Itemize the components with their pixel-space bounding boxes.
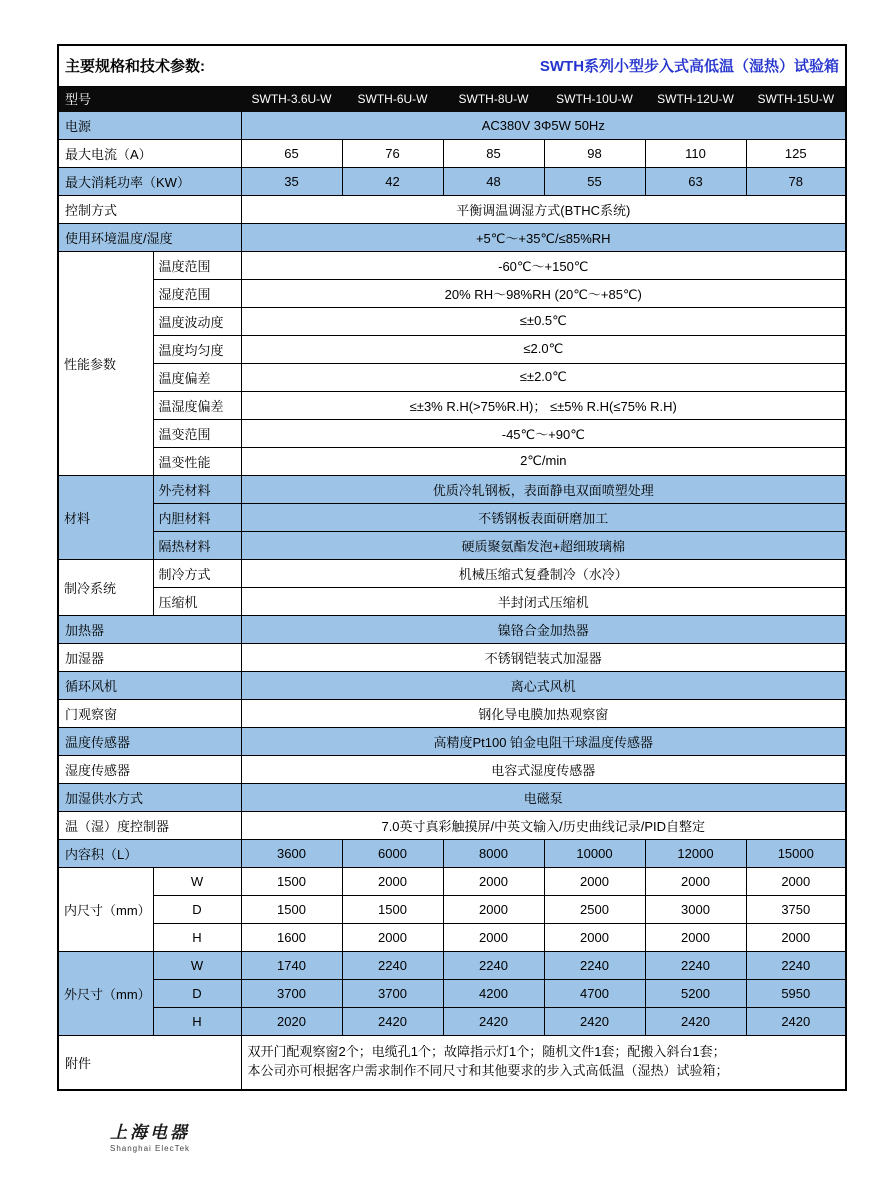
- cell-value: 63: [645, 167, 746, 195]
- spec-row-perf-4: [58, 363, 846, 391]
- sub-label: 温度均匀度: [153, 335, 241, 363]
- row-value: 不锈钢板表面研磨加工: [241, 503, 846, 531]
- sub-label: D: [153, 979, 241, 1007]
- sub-label: 温变性能: [153, 447, 241, 475]
- spec-row-perf-0: [58, 251, 846, 279]
- spec-row-outer-w: [58, 951, 846, 979]
- row-value: 机械压缩式复叠制冷（水冷）: [241, 559, 846, 587]
- sub-label: 温度波动度: [153, 307, 241, 335]
- row-value: 硬质聚氨酯发泡+超细玻璃棉: [241, 531, 846, 559]
- company-logo-en: Shanghai ElecTek: [110, 1144, 191, 1153]
- model-name: SWTH-6U-W: [342, 86, 443, 111]
- cell-value: 5200: [645, 979, 746, 1007]
- sub-label: 压缩机: [153, 587, 241, 615]
- cell-value: 2500: [544, 895, 645, 923]
- sub-label: H: [153, 1007, 241, 1035]
- cell-value: 78: [746, 167, 846, 195]
- model-row: [58, 86, 846, 111]
- spec-row-inner-h: [58, 923, 846, 951]
- cell-value: 2240: [544, 951, 645, 979]
- cell-value: 2420: [443, 1007, 544, 1035]
- row-value: [241, 1035, 846, 1090]
- sub-label: W: [153, 867, 241, 895]
- spec-row-window: [58, 699, 846, 727]
- row-value: 镍铬合金加热器: [241, 615, 846, 643]
- cell-value: 2000: [746, 867, 846, 895]
- spec-row-inner-d: [58, 895, 846, 923]
- row-label: 门观察窗: [58, 699, 241, 727]
- row-label: 电源: [58, 111, 241, 139]
- model-row-label: 型号: [58, 86, 241, 111]
- row-value: ≤±0.5℃: [241, 307, 846, 335]
- page-title: 主要规格和技术参数:: [65, 58, 205, 76]
- cell-value: 48: [443, 167, 544, 195]
- cell-value: 2000: [342, 923, 443, 951]
- spec-row-outer-d: [58, 979, 846, 1007]
- cell-value: 8000: [443, 839, 544, 867]
- sub-label: 温变范围: [153, 419, 241, 447]
- spec-row-accessories: [58, 1035, 846, 1090]
- spec-row-perf-3: [58, 335, 846, 363]
- cell-value: 4700: [544, 979, 645, 1007]
- cell-value: 2240: [342, 951, 443, 979]
- row-label: 加热器: [58, 615, 241, 643]
- cell-value: 2420: [645, 1007, 746, 1035]
- cell-value: 1500: [342, 895, 443, 923]
- spec-row-perf-2: [58, 307, 846, 335]
- sub-label: H: [153, 923, 241, 951]
- cell-value: 2000: [342, 867, 443, 895]
- cell-value: 3000: [645, 895, 746, 923]
- spec-row-controller: [58, 811, 846, 839]
- spec-row-max-watt: [58, 167, 846, 195]
- row-label: 使用环境温度/湿度: [58, 223, 241, 251]
- spec-row-perf-7: [58, 447, 846, 475]
- cell-value: 12000: [645, 839, 746, 867]
- row-label: 温（湿）度控制器: [58, 811, 241, 839]
- spec-row-inner-w: [58, 867, 846, 895]
- row-value: AC380V 3Φ5W 50Hz: [241, 111, 846, 139]
- row-value: -60℃～+150℃: [241, 251, 846, 279]
- model-name: SWTH-3.6U-W: [241, 86, 342, 111]
- row-value: ≤±2.0℃: [241, 363, 846, 391]
- cell-value: 15000: [746, 839, 846, 867]
- model-name: SWTH-15U-W: [746, 86, 846, 111]
- sub-label: D: [153, 895, 241, 923]
- accessories-line-2: 本公司亦可根据客户需求制作不同尺寸和其他要求的步入式高低温（湿热）试验箱；: [247, 1063, 729, 1079]
- sub-label: 温湿度偏差: [153, 391, 241, 419]
- cell-value: 2420: [342, 1007, 443, 1035]
- row-label: 控制方式: [58, 195, 241, 223]
- cell-value: 1500: [241, 895, 342, 923]
- spec-row-max-current: [58, 139, 846, 167]
- cell-value: 2000: [544, 923, 645, 951]
- row-value: 不锈钢铠装式加湿器: [241, 643, 846, 671]
- row-label: 湿度传感器: [58, 755, 241, 783]
- model-name: SWTH-12U-W: [645, 86, 746, 111]
- cell-value: 35: [241, 167, 342, 195]
- cell-value: 2020: [241, 1007, 342, 1035]
- row-value: 优质冷轧钢板，表面静电双面喷塑处理: [241, 475, 846, 503]
- row-value: ≤±3% R.H(>75%R.H)； ≤±5% R.H(≤75% R.H): [241, 391, 846, 419]
- cell-value: 1600: [241, 923, 342, 951]
- sub-label: 制冷方式: [153, 559, 241, 587]
- group-label-outer-size: 外尺寸（mm）: [58, 951, 153, 1035]
- row-value: 20% RH～98%RH (20℃～+85℃): [241, 279, 846, 307]
- spec-row-perf-6: [58, 419, 846, 447]
- cell-value: 2240: [443, 951, 544, 979]
- spec-row-fan: [58, 671, 846, 699]
- title-cell: [58, 45, 846, 86]
- cell-value: 76: [342, 139, 443, 167]
- cell-value: 2000: [645, 867, 746, 895]
- cell-value: 2000: [746, 923, 846, 951]
- cell-value: 1500: [241, 867, 342, 895]
- spec-row-mat-2: [58, 531, 846, 559]
- sub-label: 温度范围: [153, 251, 241, 279]
- row-value: 钢化导电膜加热观察窗: [241, 699, 846, 727]
- row-label: 温度传感器: [58, 727, 241, 755]
- row-label: 内容积（L）: [58, 839, 241, 867]
- spec-row-power: [58, 111, 846, 139]
- sub-label: 温度偏差: [153, 363, 241, 391]
- row-label: 最大电流（A）: [58, 139, 241, 167]
- cell-value: 10000: [544, 839, 645, 867]
- sub-label: 隔热材料: [153, 531, 241, 559]
- spec-sheet: [57, 44, 847, 1091]
- accessories-line-1: 双开门配观察窗2个；电缆孔1个；故障指示灯1个；随机文件1套；配搬入斜台1套；: [247, 1044, 726, 1060]
- spec-row-perf-1: [58, 279, 846, 307]
- cell-value: 2000: [443, 867, 544, 895]
- row-label: 最大消耗功率（KW）: [58, 167, 241, 195]
- row-value: ≤2.0℃: [241, 335, 846, 363]
- cell-value: 2000: [645, 923, 746, 951]
- cell-value: 2000: [443, 895, 544, 923]
- spec-row-ref-0: [58, 559, 846, 587]
- row-value: 平衡调温调湿方式(BTHC系统): [241, 195, 846, 223]
- cell-value: 6000: [342, 839, 443, 867]
- cell-value: 3750: [746, 895, 846, 923]
- series-title: SWTH系列小型步入式高低温（湿热）试验箱: [539, 58, 840, 76]
- cell-value: 3600: [241, 839, 342, 867]
- spec-row-temp-sensor: [58, 727, 846, 755]
- spec-row-heater: [58, 615, 846, 643]
- spec-row-volume: [58, 839, 846, 867]
- sub-label: 湿度范围: [153, 279, 241, 307]
- cell-value: 5950: [746, 979, 846, 1007]
- row-label: 附件: [58, 1035, 241, 1090]
- group-label-inner-size: 内尺寸（mm）: [58, 867, 153, 951]
- cell-value: 4200: [443, 979, 544, 1007]
- cell-value: 98: [544, 139, 645, 167]
- row-label: 加湿器: [58, 643, 241, 671]
- spec-row-ambient: [58, 223, 846, 251]
- cell-value: 85: [443, 139, 544, 167]
- row-value: 离心式风机: [241, 671, 846, 699]
- cell-value: 65: [241, 139, 342, 167]
- cell-value: 2420: [746, 1007, 846, 1035]
- cell-value: 110: [645, 139, 746, 167]
- spec-row-perf-5: [58, 391, 846, 419]
- cell-value: 2240: [645, 951, 746, 979]
- spec-row-ref-1: [58, 587, 846, 615]
- cell-value: 2420: [544, 1007, 645, 1035]
- spec-row-outer-h: [58, 1007, 846, 1035]
- spec-row-humidifier: [58, 643, 846, 671]
- row-label: 循环风机: [58, 671, 241, 699]
- cell-value: 42: [342, 167, 443, 195]
- cell-value: 2240: [746, 951, 846, 979]
- spec-row-mat-1: [58, 503, 846, 531]
- row-value: 2℃/min: [241, 447, 846, 475]
- spec-table: [57, 44, 847, 1091]
- sub-label: W: [153, 951, 241, 979]
- sub-label: 外壳材料: [153, 475, 241, 503]
- cell-value: 2000: [544, 867, 645, 895]
- row-value: 半封闭式压缩机: [241, 587, 846, 615]
- row-value: 电磁泵: [241, 783, 846, 811]
- cell-value: 55: [544, 167, 645, 195]
- title-row: [58, 45, 846, 86]
- spec-row-control: [58, 195, 846, 223]
- row-value: 高精度Pt100 铂金电阻干球温度传感器: [241, 727, 846, 755]
- row-value: -45℃～+90℃: [241, 419, 846, 447]
- group-label-performance: 性能参数: [58, 251, 153, 475]
- row-label: 加湿供水方式: [58, 783, 241, 811]
- row-value: 7.0英寸真彩触摸屏/中英文输入/历史曲线记录/PID自整定: [241, 811, 846, 839]
- sub-label: 内胆材料: [153, 503, 241, 531]
- row-value: +5℃～+35℃/≤85%RH: [241, 223, 846, 251]
- company-logo-cn: 上海电器: [110, 1123, 191, 1143]
- cell-value: 3700: [342, 979, 443, 1007]
- model-name: SWTH-10U-W: [544, 86, 645, 111]
- model-name: SWTH-8U-W: [443, 86, 544, 111]
- row-value: 电容式湿度传感器: [241, 755, 846, 783]
- spec-row-humi-sensor: [58, 755, 846, 783]
- cell-value: 3700: [241, 979, 342, 1007]
- spec-row-mat-0: [58, 475, 846, 503]
- cell-value: 2000: [443, 923, 544, 951]
- group-label-refrigeration: 制冷系统: [58, 559, 153, 615]
- group-label-materials: 材料: [58, 475, 153, 559]
- cell-value: 1740: [241, 951, 342, 979]
- company-logo: [110, 1118, 190, 1153]
- spec-row-water: [58, 783, 846, 811]
- cell-value: 125: [746, 139, 846, 167]
